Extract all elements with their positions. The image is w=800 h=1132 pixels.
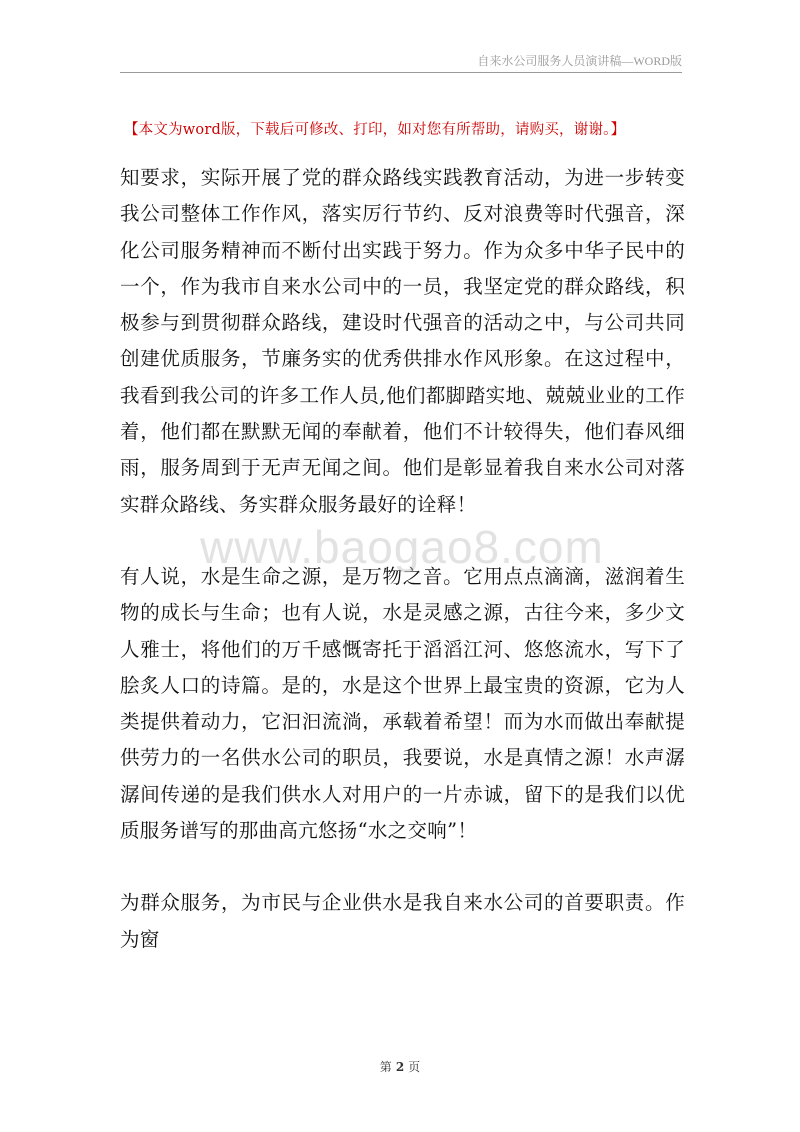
page-label-suffix: 页 [408,1060,421,1074]
paragraph-1: 知要求，实际开展了党的群众路线实践教育活动，为进一步转变我公司整体工作作风，落实厉行节约、反对浪费等时代强音，深化公司服务精神而不断付出实践于努力。作为众多中华子民中的一个，作为我市自来水公司中的一员，我坚定党的群众路线，积极参与到贯彻群众路线，建设时代强音的活动之中，与公司共同创建优质服务，节廉务实的优秀供排水作风形象。在这过程中，我看到我公司的许多工作人员,他们都脚踏实地、兢兢业业的工作着，他们都在默默无闻的奉献着，他们不计较得失，他们春风细雨，服务周到于无声无闻之间。他们是彰显着我自来水公司对落实群众路线、务实群众服务最好的诠释！ [120,166,685,516]
page-label-prefix: 第 [379,1060,392,1074]
page-number: 2 [395,1060,405,1074]
document-body [120,160,685,958]
paragraph-3: 为群众服务，为市民与企业供水是我自来水公司的首要职责。作为窗 [120,891,685,951]
paragraph-2: 有人说，水是生命之源，是万物之音。它用点点滴滴，滋润着生物的成长与生命；也有人说，水是灵感之源，古往今来，多少文人雅士，将他们的万千感慨寄托于滔滔江河、悠悠流水，写下了脍炙人口的诗篇。是的，水是这个世界上最宝贵的资源，它为人类提供着动力，它汩汩流淌，承载着希望！而为水而做出奉献提供劳力的一名供水公司的职员，我要说，水是真情之源！水声潺潺间传递的是我们供水人对用户的一片赤诚，留下的是我们以优质服务谱写的那曲高亢悠扬“水之交响”！ [120,564,685,843]
download-notice: 【本文为word版，下载后可修改、打印，如对您有所帮助，请购买，谢谢。】 [124,122,626,138]
site-watermark: www.baogao8.com [200,521,604,573]
header-divider [120,72,682,73]
document-header-title: 自来水公司服务人员演讲稿—WORD版 [477,54,682,68]
page-footer [0,1058,800,1075]
